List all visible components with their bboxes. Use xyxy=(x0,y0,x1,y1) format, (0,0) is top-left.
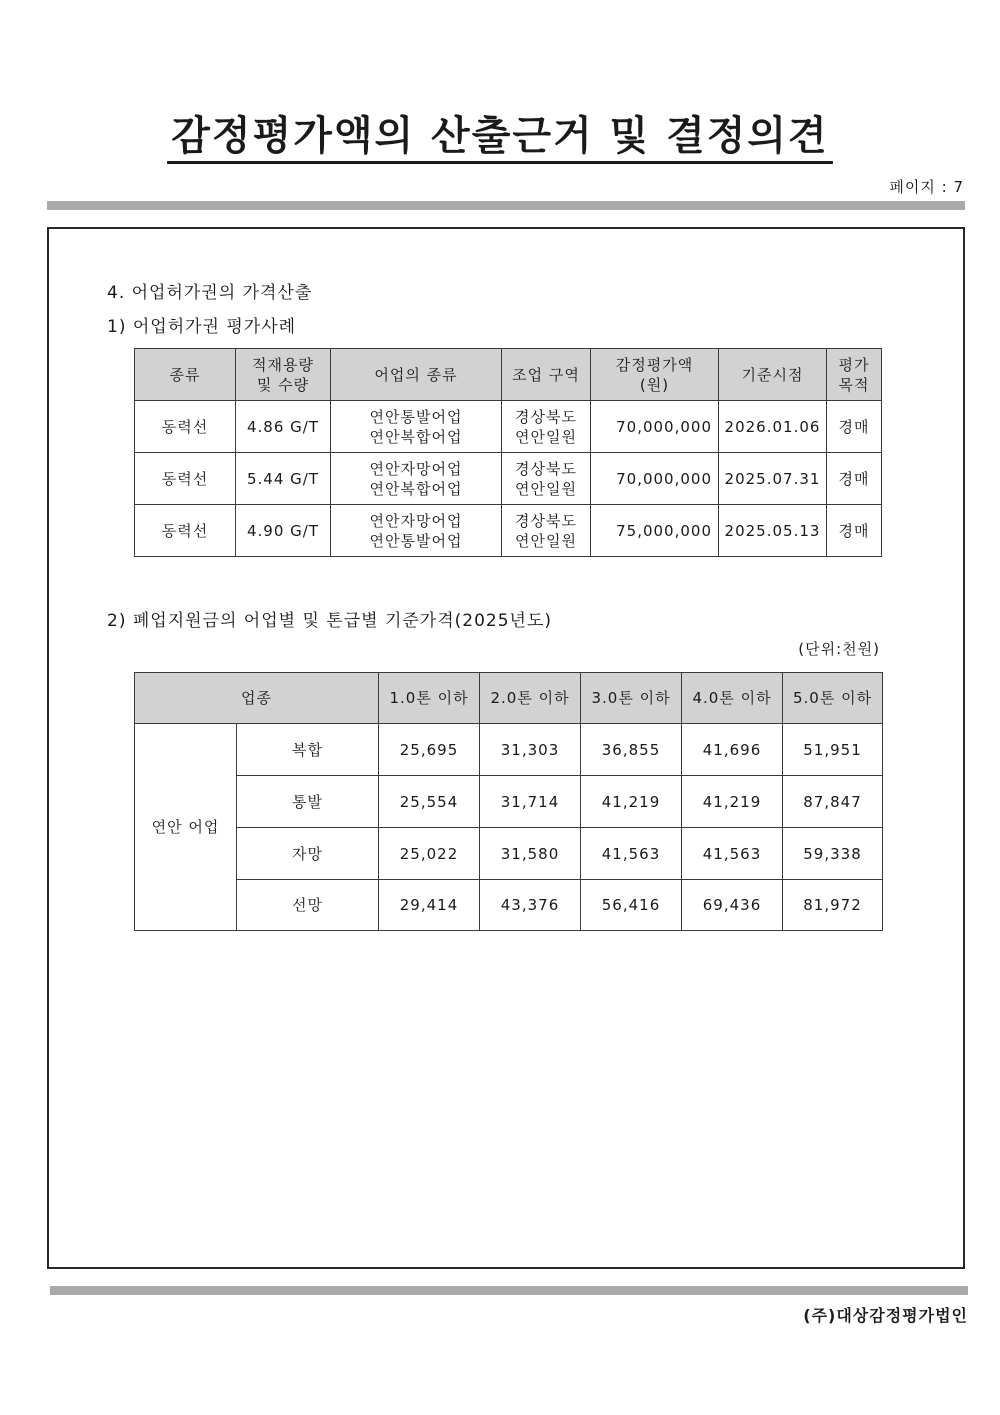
cell-value: 25,554 xyxy=(379,776,480,828)
header-cell: 3.0톤 이하 xyxy=(581,673,682,724)
cell-value: 31,714 xyxy=(480,776,581,828)
cell-zone: 경상북도 연안일원 xyxy=(502,453,591,505)
cell-fishery: 연안통발어업 연안복합어업 xyxy=(331,401,502,453)
table-row xyxy=(135,505,882,557)
cell-value: 69,436 xyxy=(682,880,783,931)
cell-zone: 경상북도 연안일원 xyxy=(502,505,591,557)
cell-purpose: 경매 xyxy=(827,505,882,557)
cell-value: 31,303 xyxy=(480,724,581,776)
table-row xyxy=(135,453,882,505)
cell-value: 36,855 xyxy=(581,724,682,776)
header-cell: 감정평가액 (원) xyxy=(591,349,719,401)
page-number: 페이지 : 7 xyxy=(889,178,964,196)
cell-value: 41,696 xyxy=(682,724,783,776)
cell-group: 연안 어업 xyxy=(135,724,237,931)
closure-support-table xyxy=(134,672,883,931)
cell-value: 87,847 xyxy=(783,776,883,828)
top-divider xyxy=(47,201,965,210)
cell-value: 25,695 xyxy=(379,724,480,776)
unit-label: (단위:천원) xyxy=(798,640,880,658)
cell-value: 75,000,000 xyxy=(591,505,719,557)
cell-value: 31,580 xyxy=(480,828,581,880)
subsection-heading-1: 1) 어업허가권 평가사례 xyxy=(107,317,297,337)
cell-value: 41,563 xyxy=(682,828,783,880)
header-cell: 종류 xyxy=(135,349,236,401)
header-cell: 업종 xyxy=(135,673,379,724)
cell-capacity: 4.90 G/T xyxy=(236,505,331,557)
cell-value: 70,000,000 xyxy=(591,401,719,453)
table-row xyxy=(135,880,883,931)
cell-category: 복합 xyxy=(237,724,379,776)
cell-value: 51,951 xyxy=(783,724,883,776)
cell-value: 59,338 xyxy=(783,828,883,880)
header-cell: 4.0톤 이하 xyxy=(682,673,783,724)
page-title: 감정평가액의 산출근거 및 결정의견 xyxy=(0,104,1000,161)
cell-capacity: 4.86 G/T xyxy=(236,401,331,453)
subsection-heading-2: 2) 폐업지원금의 어업별 및 톤급별 기준가격(2025년도) xyxy=(107,611,553,631)
cell-date: 2025.05.13 xyxy=(719,505,827,557)
header-cell: 1.0톤 이하 xyxy=(379,673,480,724)
cell-purpose: 경매 xyxy=(827,453,882,505)
table-row xyxy=(135,401,882,453)
appraisal-cases-table xyxy=(134,348,882,557)
cell-fishery: 연안자망어업 연안복합어업 xyxy=(331,453,502,505)
cell-capacity: 5.44 G/T xyxy=(236,453,331,505)
cell-value: 56,416 xyxy=(581,880,682,931)
cell-zone: 경상북도 연안일원 xyxy=(502,401,591,453)
cell-value: 81,972 xyxy=(783,880,883,931)
header-cell: 5.0톤 이하 xyxy=(783,673,883,724)
cell-fishery: 연안자망어업 연안통발어업 xyxy=(331,505,502,557)
cell-date: 2025.07.31 xyxy=(719,453,827,505)
cell-date: 2026.01.06 xyxy=(719,401,827,453)
cell-value: 70,000,000 xyxy=(591,453,719,505)
header-cell: 적재용량 및 수량 xyxy=(236,349,331,401)
company-name: (주)대상감정평가법인 xyxy=(803,1306,968,1325)
header-cell: 2.0톤 이하 xyxy=(480,673,581,724)
cell-type: 동력선 xyxy=(135,453,236,505)
table-row xyxy=(135,828,883,880)
cell-value: 41,219 xyxy=(682,776,783,828)
header-cell: 어업의 종류 xyxy=(331,349,502,401)
cell-value: 25,022 xyxy=(379,828,480,880)
header-cell: 기준시점 xyxy=(719,349,827,401)
cell-type: 동력선 xyxy=(135,505,236,557)
table-row xyxy=(135,724,883,776)
cell-category: 선망 xyxy=(237,880,379,931)
cell-category: 자망 xyxy=(237,828,379,880)
cell-purpose: 경매 xyxy=(827,401,882,453)
cell-type: 동력선 xyxy=(135,401,236,453)
header-cell: 조업 구역 xyxy=(502,349,591,401)
cell-value: 43,376 xyxy=(480,880,581,931)
bottom-divider xyxy=(50,1286,968,1295)
section-heading: 4. 어업허가권의 가격산출 xyxy=(107,283,313,303)
cell-value: 41,563 xyxy=(581,828,682,880)
cell-value: 29,414 xyxy=(379,880,480,931)
header-cell: 평가 목적 xyxy=(827,349,882,401)
table-header-row xyxy=(135,349,882,401)
table-row xyxy=(135,776,883,828)
cell-category: 통발 xyxy=(237,776,379,828)
cell-value: 41,219 xyxy=(581,776,682,828)
table-header-row xyxy=(135,673,883,724)
